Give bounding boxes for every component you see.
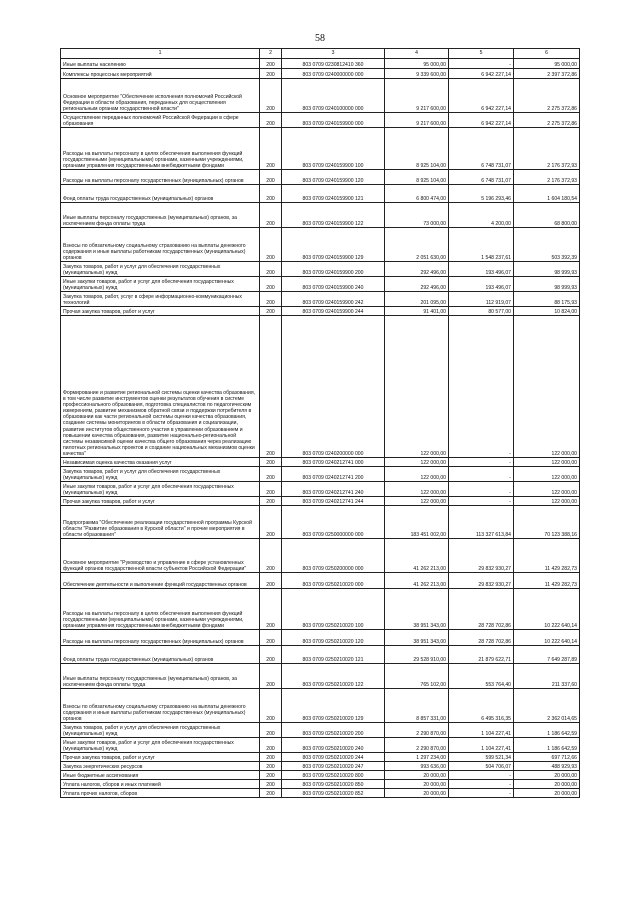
row-name-cell: Иные закупки товаров, работ и услуг для обеспечения государственных (муниципальных) нужд [61, 738, 260, 753]
row-admin-code-cell: 200 [260, 59, 282, 69]
row-unexecuted-amount-cell: 122 000,00 [514, 497, 580, 506]
row-classification-code-cell: 803 0709 0240212741 244 [282, 497, 385, 506]
row-executed-amount-cell: 112 919,07 [449, 292, 514, 307]
table-row [61, 277, 580, 292]
table-row [61, 497, 580, 506]
row-name-cell: Иные выплаты персоналу государственных (муниципальных) органов, за исключением фонда оплаты труда [61, 664, 260, 689]
row-classification-code-cell: 803 0709 0240159900 242 [282, 292, 385, 307]
row-executed-amount-cell: - [449, 789, 514, 798]
row-admin-code-cell: 200 [260, 506, 282, 539]
row-admin-code-cell: 200 [260, 539, 282, 573]
table-row [61, 79, 580, 113]
row-name-cell: Иные выплаты населению [61, 59, 260, 69]
row-name-cell: Расходы на выплаты персоналу государственных (муниципальных) органов [61, 170, 260, 185]
row-unexecuted-amount-cell: 20 000,00 [514, 789, 580, 798]
row-approved-amount-cell: 73 000,00 [385, 203, 449, 228]
row-unexecuted-amount-cell: 2 176 372,93 [514, 170, 580, 185]
column-header: 4 [385, 49, 449, 59]
table-row [61, 630, 580, 646]
row-name-cell: Уплата прочих налогов, сборов [61, 789, 260, 798]
row-executed-amount-cell: - [449, 482, 514, 497]
row-executed-amount-cell: 21 879 622,71 [449, 646, 514, 664]
row-approved-amount-cell: 41 262 213,00 [385, 573, 449, 589]
row-approved-amount-cell: 38 951 343,00 [385, 589, 449, 630]
row-unexecuted-amount-cell: 122 000,00 [514, 482, 580, 497]
row-approved-amount-cell: 183 451 002,00 [385, 506, 449, 539]
row-unexecuted-amount-cell: 2 275 372,86 [514, 79, 580, 113]
row-unexecuted-amount-cell: 98 999,93 [514, 262, 580, 277]
table-row [61, 762, 580, 771]
row-executed-amount-cell: 113 327 613,84 [449, 506, 514, 539]
row-name-cell: Уплата налогов, сборов и иных платежей [61, 780, 260, 789]
row-unexecuted-amount-cell: 95 000,00 [514, 59, 580, 69]
row-unexecuted-amount-cell: 122 000,00 [514, 458, 580, 467]
row-approved-amount-cell: 122 000,00 [385, 467, 449, 482]
table-row [61, 506, 580, 539]
row-admin-code-cell: 200 [260, 316, 282, 458]
row-name-cell: Осуществление переданных полномочий Российской Федерации в сфере образования [61, 113, 260, 128]
row-classification-code-cell: 803 0709 0230812410 360 [282, 59, 385, 69]
row-name-cell: Расходы на выплаты персоналу государственных (муниципальных) органов [61, 630, 260, 646]
table-row [61, 771, 580, 780]
row-executed-amount-cell: 599 521,34 [449, 753, 514, 762]
row-classification-code-cell: 803 0709 0240159900 122 [282, 203, 385, 228]
table-row [61, 69, 580, 79]
table-row [61, 170, 580, 185]
row-approved-amount-cell: 201 095,00 [385, 292, 449, 307]
row-admin-code-cell: 200 [260, 497, 282, 506]
row-classification-code-cell: 803 0709 0250210020 100 [282, 589, 385, 630]
table-row [61, 780, 580, 789]
row-classification-code-cell: 803 0709 0240159900 129 [282, 228, 385, 262]
row-unexecuted-amount-cell: 70 123 388,16 [514, 506, 580, 539]
row-approved-amount-cell: 292 496,00 [385, 277, 449, 292]
row-admin-code-cell: 200 [260, 646, 282, 664]
row-name-cell: Независимая оценка качества оказания услуг [61, 458, 260, 467]
row-unexecuted-amount-cell: 2 176 372,93 [514, 128, 580, 170]
row-approved-amount-cell: 41 262 213,00 [385, 539, 449, 573]
table-row [61, 467, 580, 482]
row-name-cell: Расходы на выплаты персоналу в целях обеспечения выполнения функций государственными (муниципальными) органами, казенными учреждениями, органами управления государственными внебюджетными фондами [61, 589, 260, 630]
row-approved-amount-cell: 6 800 474,00 [385, 185, 449, 203]
table-row [61, 753, 580, 762]
column-header: 1 [61, 49, 260, 59]
row-admin-code-cell: 200 [260, 771, 282, 780]
table-row [61, 203, 580, 228]
row-executed-amount-cell: - [449, 780, 514, 789]
row-unexecuted-amount-cell: 122 000,00 [514, 316, 580, 458]
row-name-cell: Иные бюджетные ассигнования [61, 771, 260, 780]
row-unexecuted-amount-cell: 7 649 287,89 [514, 646, 580, 664]
table-row [61, 738, 580, 753]
row-unexecuted-amount-cell: 2 397 372,86 [514, 69, 580, 79]
table-row [61, 185, 580, 203]
row-classification-code-cell: 803 0709 0240200000 000 [282, 316, 385, 458]
row-executed-amount-cell: 29 832 930,27 [449, 539, 514, 573]
row-classification-code-cell: 803 0709 0240212741 200 [282, 467, 385, 482]
row-classification-code-cell: 803 0709 0250210020 800 [282, 771, 385, 780]
row-classification-code-cell: 803 0709 0250210020 129 [282, 689, 385, 723]
table-row [61, 59, 580, 69]
row-name-cell: Взносы по обязательному социальному страхованию на выплаты денежного содержания и иные выплаты работникам государственных (муниципальных) органов [61, 689, 260, 723]
table-row [61, 573, 580, 589]
row-name-cell: Закупка товаров, работ и услуг для обеспечения государственных (муниципальных) нужд [61, 262, 260, 277]
row-admin-code-cell: 200 [260, 292, 282, 307]
row-name-cell: Прочая закупка товаров, работ и услуг [61, 497, 260, 506]
table-row [61, 292, 580, 307]
row-admin-code-cell: 200 [260, 277, 282, 292]
row-approved-amount-cell: 29 528 910,00 [385, 646, 449, 664]
row-executed-amount-cell: - [449, 458, 514, 467]
row-unexecuted-amount-cell: 503 392,39 [514, 228, 580, 262]
row-name-cell: Основное мероприятие "Руководство и управление в сфере установленных функций органов государственной власти субъектов Российской Федерации" [61, 539, 260, 573]
row-executed-amount-cell: 553 764,40 [449, 664, 514, 689]
row-admin-code-cell: 200 [260, 203, 282, 228]
row-classification-code-cell: 803 0709 0250000000 000 [282, 506, 385, 539]
row-unexecuted-amount-cell: 10 824,00 [514, 307, 580, 316]
row-approved-amount-cell: 1 297 234,00 [385, 753, 449, 762]
row-classification-code-cell: 803 0709 0250210020 121 [282, 646, 385, 664]
table-row [61, 589, 580, 630]
row-classification-code-cell: 803 0709 0250210020 122 [282, 664, 385, 689]
row-classification-code-cell: 803 0709 0240212741 240 [282, 482, 385, 497]
row-classification-code-cell: 803 0709 0250210020 244 [282, 753, 385, 762]
row-approved-amount-cell: 9 217 600,00 [385, 79, 449, 113]
row-name-cell: Расходы на выплаты персоналу в целях обеспечения выполнения функций государственными (муниципальными) органами, казенными учреждениями, органами управления государственными внебюджетными фондами [61, 128, 260, 170]
row-approved-amount-cell: 20 000,00 [385, 780, 449, 789]
table-row [61, 482, 580, 497]
row-approved-amount-cell: 91 401,00 [385, 307, 449, 316]
row-admin-code-cell: 200 [260, 113, 282, 128]
column-header: 5 [449, 49, 514, 59]
row-approved-amount-cell: 8 925 104,00 [385, 170, 449, 185]
row-approved-amount-cell: 2 051 630,00 [385, 228, 449, 262]
row-name-cell: Закупка энергетических ресурсов [61, 762, 260, 771]
row-name-cell: Закупка товаров, работ и услуг для обеспечения государственных (муниципальных) нужд [61, 467, 260, 482]
row-approved-amount-cell: 122 000,00 [385, 482, 449, 497]
row-executed-amount-cell: 80 577,00 [449, 307, 514, 316]
row-unexecuted-amount-cell: 697 712,66 [514, 753, 580, 762]
row-name-cell: Закупка товаров, работ, услуг в сфере информационно-коммуникационных технологий [61, 292, 260, 307]
table-header-row [61, 49, 580, 59]
table-row [61, 262, 580, 277]
row-classification-code-cell: 803 0709 0250210020 850 [282, 780, 385, 789]
row-classification-code-cell: 803 0709 0240159900 240 [282, 277, 385, 292]
row-classification-code-cell: 803 0709 0240212741 000 [282, 458, 385, 467]
row-admin-code-cell: 200 [260, 307, 282, 316]
row-admin-code-cell: 200 [260, 573, 282, 589]
row-unexecuted-amount-cell: 68 800,00 [514, 203, 580, 228]
row-approved-amount-cell: 9 217 600,00 [385, 113, 449, 128]
row-executed-amount-cell: 6 495 316,35 [449, 689, 514, 723]
row-classification-code-cell: 803 0709 0240159900 120 [282, 170, 385, 185]
row-unexecuted-amount-cell: 20 000,00 [514, 771, 580, 780]
row-unexecuted-amount-cell: 1 186 642,59 [514, 738, 580, 753]
row-executed-amount-cell: 6 942 227,14 [449, 69, 514, 79]
row-classification-code-cell: 803 0709 0240159900 244 [282, 307, 385, 316]
table-row [61, 789, 580, 798]
table-row [61, 128, 580, 170]
row-name-cell: Формирование и развитие региональной системы оценки качества образования, в том числе развитие инструментов оценки результатов обучения в системе профессионального образования, подготовка специалистов по педагогическим измерениям, развитие механизмов обратной связи и поддержки потребителя в образовании как части региональной системы оценки качества образования, создание системы мониторингов в области образования и социализации, развитие институтов общественного участия в управлении образованием и повышении качества образования, развитие национально-региональной системы независимой оценки качества общего образования через реализацию пилотных региональных проектов и создание национальных механизмов оценки качества" [61, 316, 260, 458]
row-name-cell: Прочая закупка товаров, работ и услуг [61, 753, 260, 762]
row-approved-amount-cell: 95 000,00 [385, 59, 449, 69]
row-unexecuted-amount-cell: 20 000,00 [514, 780, 580, 789]
row-executed-amount-cell: 28 728 702,86 [449, 630, 514, 646]
row-executed-amount-cell: 29 832 930,27 [449, 573, 514, 589]
row-name-cell: Фонд оплаты труда государственных (муниципальных) органов [61, 646, 260, 664]
row-admin-code-cell: 200 [260, 482, 282, 497]
row-approved-amount-cell: 9 339 600,00 [385, 69, 449, 79]
row-approved-amount-cell: 122 000,00 [385, 316, 449, 458]
row-classification-code-cell: 803 0709 0240100000 000 [282, 79, 385, 113]
column-header: 2 [260, 49, 282, 59]
row-approved-amount-cell: 38 951 343,00 [385, 630, 449, 646]
row-admin-code-cell: 200 [260, 262, 282, 277]
row-admin-code-cell: 200 [260, 738, 282, 753]
row-unexecuted-amount-cell: 2 275 372,86 [514, 113, 580, 128]
row-executed-amount-cell: 28 728 702,86 [449, 589, 514, 630]
row-classification-code-cell: 803 0709 0250210020 000 [282, 573, 385, 589]
row-classification-code-cell: 803 0709 0250200000 000 [282, 539, 385, 573]
row-admin-code-cell: 200 [260, 780, 282, 789]
row-name-cell: Иные закупки товаров, работ и услуг для обеспечения государственных (муниципальных) нужд [61, 277, 260, 292]
row-name-cell: Подпрограмма "Обеспечение реализации государственной программы Курской области "Развитие образования в Курской области" и прочие мероприятия в области образования" [61, 506, 260, 539]
row-approved-amount-cell: 122 000,00 [385, 458, 449, 467]
table-row [61, 113, 580, 128]
page-number: 58 [315, 33, 325, 44]
row-admin-code-cell: 200 [260, 228, 282, 262]
row-admin-code-cell: 200 [260, 185, 282, 203]
row-classification-code-cell: 803 0709 0250210020 120 [282, 630, 385, 646]
row-approved-amount-cell: 20 000,00 [385, 789, 449, 798]
row-classification-code-cell: 803 0709 0240159900 000 [282, 113, 385, 128]
row-unexecuted-amount-cell: 10 222 640,14 [514, 630, 580, 646]
table-row [61, 664, 580, 689]
row-unexecuted-amount-cell: 10 222 640,14 [514, 589, 580, 630]
row-name-cell: Основное мероприятие "Обеспечение исполнения полномочий Российской Федерации в области образования, переданных для осуществления региональным органам государственной власти" [61, 79, 260, 113]
row-executed-amount-cell: 193 496,07 [449, 277, 514, 292]
row-approved-amount-cell: 8 857 331,00 [385, 689, 449, 723]
row-executed-amount-cell: - [449, 59, 514, 69]
row-unexecuted-amount-cell: 1 604 180,54 [514, 185, 580, 203]
row-classification-code-cell: 803 0709 0250210020 852 [282, 789, 385, 798]
row-classification-code-cell: 803 0709 0240159900 200 [282, 262, 385, 277]
row-admin-code-cell: 200 [260, 723, 282, 738]
row-admin-code-cell: 200 [260, 170, 282, 185]
row-executed-amount-cell: - [449, 497, 514, 506]
row-approved-amount-cell: 993 636,00 [385, 762, 449, 771]
row-executed-amount-cell: 5 196 293,46 [449, 185, 514, 203]
row-executed-amount-cell: 1 104 227,41 [449, 723, 514, 738]
row-approved-amount-cell: 765 102,00 [385, 664, 449, 689]
column-header: 3 [282, 49, 385, 59]
column-header: 6 [514, 49, 580, 59]
row-approved-amount-cell: 20 000,00 [385, 771, 449, 780]
row-unexecuted-amount-cell: 88 175,93 [514, 292, 580, 307]
row-unexecuted-amount-cell: 98 999,93 [514, 277, 580, 292]
row-unexecuted-amount-cell: 488 929,93 [514, 762, 580, 771]
row-executed-amount-cell: 1 104 227,41 [449, 738, 514, 753]
row-classification-code-cell: 803 0709 0250210020 247 [282, 762, 385, 771]
table-row [61, 307, 580, 316]
row-admin-code-cell: 200 [260, 69, 282, 79]
row-classification-code-cell: 803 0709 0240159900 100 [282, 128, 385, 170]
table-row [61, 458, 580, 467]
row-name-cell: Обеспечение деятельности и выполнение функций государственных органов [61, 573, 260, 589]
row-admin-code-cell: 200 [260, 689, 282, 723]
row-executed-amount-cell: - [449, 467, 514, 482]
table-row [61, 539, 580, 573]
row-unexecuted-amount-cell: 122 000,00 [514, 467, 580, 482]
row-approved-amount-cell: 8 925 104,00 [385, 128, 449, 170]
table-row [61, 228, 580, 262]
row-executed-amount-cell: - [449, 771, 514, 780]
row-classification-code-cell: 803 0709 0250210020 200 [282, 723, 385, 738]
row-unexecuted-amount-cell: 2 362 014,65 [514, 689, 580, 723]
budget-execution-table [60, 48, 580, 798]
row-admin-code-cell: 200 [260, 128, 282, 170]
table-body [61, 59, 580, 798]
row-executed-amount-cell: - [449, 316, 514, 458]
row-classification-code-cell: 803 0709 0240000000 000 [282, 69, 385, 79]
row-executed-amount-cell: 6 942 227,14 [449, 113, 514, 128]
table-row [61, 689, 580, 723]
row-unexecuted-amount-cell: 11 429 282,73 [514, 573, 580, 589]
row-executed-amount-cell: 1 548 237,61 [449, 228, 514, 262]
row-admin-code-cell: 200 [260, 762, 282, 771]
row-classification-code-cell: 803 0709 0250210020 240 [282, 738, 385, 753]
row-admin-code-cell: 200 [260, 753, 282, 762]
row-executed-amount-cell: 4 200,00 [449, 203, 514, 228]
row-approved-amount-cell: 292 496,00 [385, 262, 449, 277]
row-admin-code-cell: 200 [260, 79, 282, 113]
row-name-cell: Фонд оплаты труда государственных (муниципальных) органов [61, 185, 260, 203]
row-executed-amount-cell: 6 748 731,07 [449, 170, 514, 185]
row-name-cell: Иные закупки товаров, работ и услуг для обеспечения государственных (муниципальных) нужд [61, 482, 260, 497]
row-unexecuted-amount-cell: 211 337,60 [514, 664, 580, 689]
row-unexecuted-amount-cell: 1 186 642,59 [514, 723, 580, 738]
row-approved-amount-cell: 2 290 870,00 [385, 738, 449, 753]
row-unexecuted-amount-cell: 11 429 282,73 [514, 539, 580, 573]
table-row [61, 316, 580, 458]
row-name-cell: Прочая закупка товаров, работ и услуг [61, 307, 260, 316]
row-executed-amount-cell: 6 748 731,07 [449, 128, 514, 170]
row-executed-amount-cell: 6 942 227,14 [449, 79, 514, 113]
row-name-cell: Комплексы процессных мероприятий [61, 69, 260, 79]
row-name-cell: Иные выплаты персоналу государственных (муниципальных) органов, за исключением фонда оплаты труда [61, 203, 260, 228]
row-admin-code-cell: 200 [260, 664, 282, 689]
row-executed-amount-cell: 193 496,07 [449, 262, 514, 277]
row-admin-code-cell: 200 [260, 789, 282, 798]
row-executed-amount-cell: 504 706,07 [449, 762, 514, 771]
table-row [61, 646, 580, 664]
row-admin-code-cell: 200 [260, 589, 282, 630]
row-name-cell: Закупка товаров, работ и услуг для обеспечения государственных (муниципальных) нужд [61, 723, 260, 738]
table-row [61, 723, 580, 738]
row-approved-amount-cell: 2 290 870,00 [385, 723, 449, 738]
row-approved-amount-cell: 122 000,00 [385, 497, 449, 506]
row-name-cell: Взносы по обязательному социальному страхованию на выплаты денежного содержания и иные выплаты работникам государственных (муниципальных) органов [61, 228, 260, 262]
row-admin-code-cell: 200 [260, 458, 282, 467]
row-admin-code-cell: 200 [260, 467, 282, 482]
row-admin-code-cell: 200 [260, 630, 282, 646]
row-classification-code-cell: 803 0709 0240159900 121 [282, 185, 385, 203]
